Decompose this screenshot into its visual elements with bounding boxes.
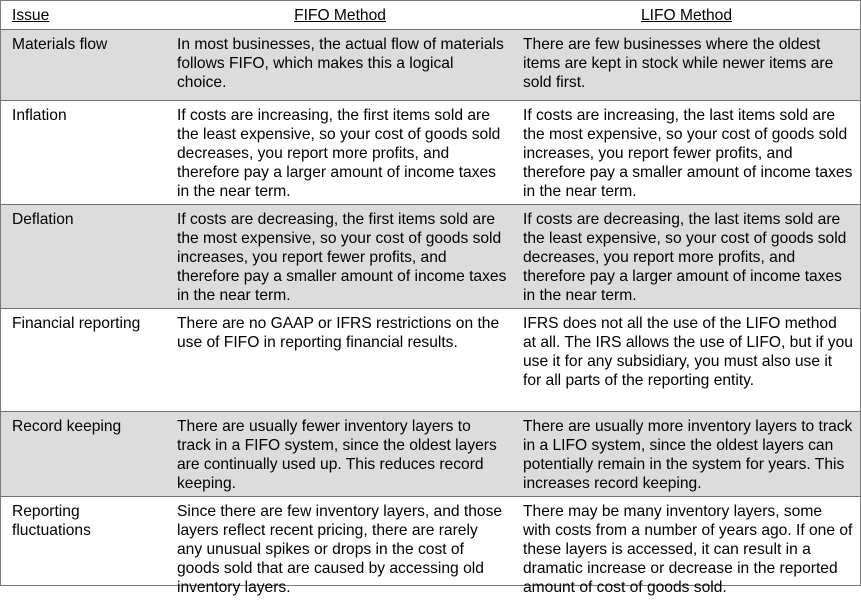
- table-row-reporting-fluctuations: [1, 497, 860, 600]
- table-row-inflation: [1, 101, 860, 205]
- fifo-cell: There are usually fewer inventory layers to track in a FIFO system, since the oldest layers are continually used up. This reduces record keeping.: [167, 412, 513, 497]
- issue-cell: Deflation: [1, 205, 167, 309]
- header-row: [1, 1, 860, 30]
- header-issue: Issue: [1, 1, 167, 30]
- issue-cell: Materials flow: [1, 30, 167, 101]
- issue-cell: Inflation: [1, 101, 167, 205]
- lifo-cell: If costs are increasing, the last items sold are the most expensive, so your cost of goods sold increases, you report fewer profits, and therefore pay a smaller amount of income taxes in the near term.: [513, 101, 860, 205]
- fifo-cell: There are no GAAP or IFRS restrictions on the use of FIFO in reporting financial results.: [167, 309, 513, 412]
- fifo-cell: Since there are few inventory layers, and those layers reflect recent pricing, there are rarely any unusual spikes or drops in the cost of goods sold that are caused by accessing old inventory layers.: [167, 497, 513, 600]
- issue-cell: Financial reporting: [1, 309, 167, 412]
- fifo-cell: In most businesses, the actual flow of materials follows FIFO, which makes this a logical choice.: [167, 30, 513, 101]
- table-row-materials-flow: [1, 30, 860, 101]
- table-row-record-keeping: [1, 412, 860, 497]
- issue-cell: Reporting fluctuations: [1, 497, 167, 600]
- fifo-cell: If costs are increasing, the first items sold are the least expensive, so your cost of goods sold decreases, you report more profits, and therefore pay a larger amount of income taxes in the near term.: [167, 101, 513, 205]
- issue-cell: Record keeping: [1, 412, 167, 497]
- header-fifo-method: FIFO Method: [167, 1, 513, 30]
- lifo-cell: There are usually more inventory layers to track in a LIFO system, since the oldest layers can potentially remain in the system for years. This increases record keeping.: [513, 412, 860, 497]
- table-row-deflation: [1, 205, 860, 309]
- lifo-cell: There may be many inventory layers, some with costs from a number of years ago. If one of these layers is accessed, it can result in a dramatic increase or decrease in the reported amount of cost of goods sold.: [513, 497, 860, 600]
- lifo-cell: If costs are decreasing, the last items sold are the least expensive, so your cost of goods sold decreases, you report more profits, and therefore pay a larger amount of income taxes in the near term.: [513, 205, 860, 309]
- table-row-financial-reporting: [1, 309, 860, 412]
- fifo-cell: If costs are decreasing, the first items sold are the most expensive, so your cost of goods sold increases, you report fewer profits, and therefore pay a smaller amount of income taxes in the near term.: [167, 205, 513, 309]
- lifo-cell: IFRS does not all the use of the LIFO method at all. The IRS allows the use of LIFO, but if you use it for any subsidiary, you must also use it for all parts of the reporting entity.: [513, 309, 860, 412]
- lifo-cell: There are few businesses where the oldest items are kept in stock while newer items are sold first.: [513, 30, 860, 101]
- fifo-lifo-comparison-table: [1, 1, 860, 600]
- header-lifo-method: LIFO Method: [513, 1, 860, 30]
